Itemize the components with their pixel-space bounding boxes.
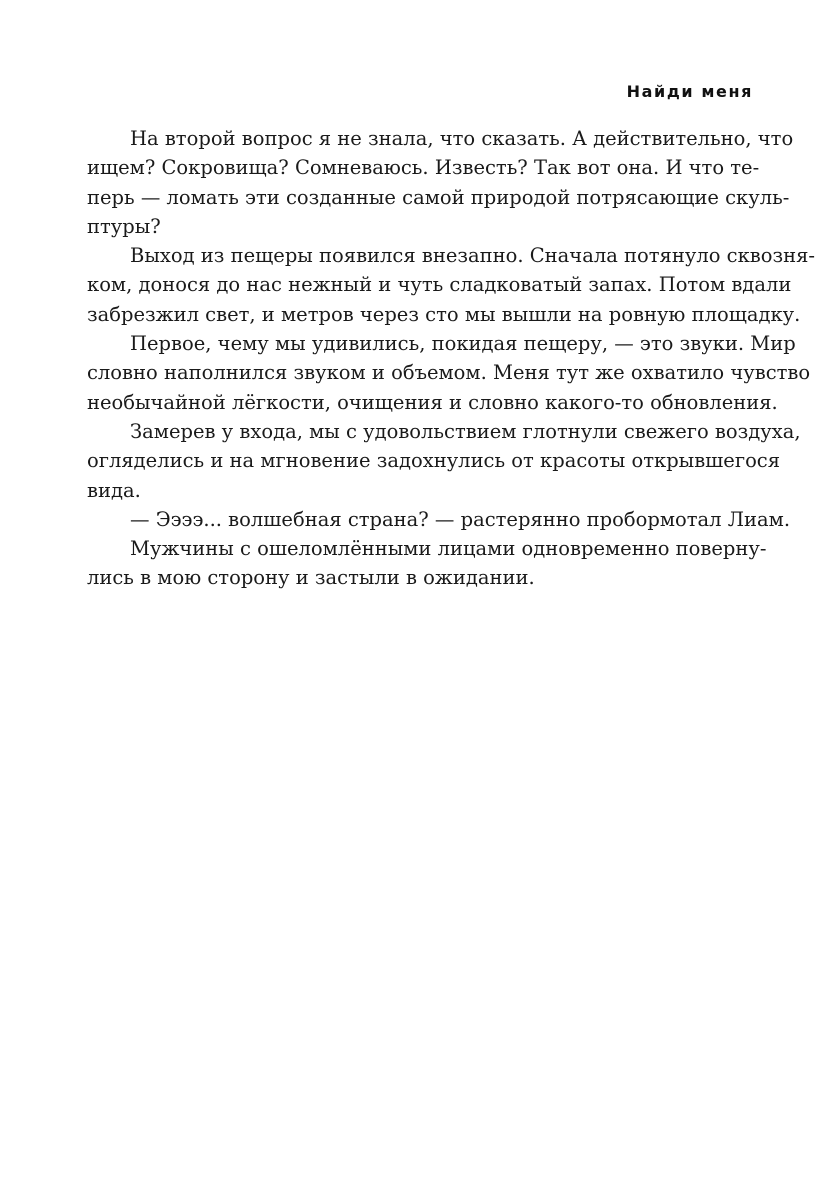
text-line: На второй вопрос я не знала, что сказать. А действительно, что: [130, 127, 794, 150]
text-line: вида.: [87, 478, 141, 502]
text-line: словно наполнился звуком и объемом. Меня тут же охватило чувство: [87, 361, 811, 385]
text-line: забрезжил свет, и метров через сто мы вышли на ровную площадку.: [87, 302, 801, 326]
running-title: Найди меня: [626, 82, 753, 101]
text-line: Мужчины с ошеломлёнными лицами одновременно поверну-: [130, 537, 767, 561]
text-line: Замерев у входа, мы с удовольствием глотнули свежего воздуха,: [130, 419, 801, 443]
text-line: ком, донося до нас нежный и чуть сладковатый запах. Потом вдали: [87, 273, 792, 297]
text-line: ищем? Сокровища? Сомневаюсь. Известь? Так вот она. И что те-: [87, 156, 760, 180]
text-line: птуры?: [87, 214, 161, 238]
text-line: — Ээээ... волшебная страна? — растерянно пробормотал Лиам.: [130, 507, 791, 531]
text-line: огляделись и на мгновение задохнулись от красоты открывшегося: [87, 449, 781, 473]
body-text: [87, 124, 816, 593]
text-line: Первое, чему мы удивились, покидая пещеру, — это звуки. Мир: [130, 332, 796, 356]
text-line: перь — ломать эти созданные самой природой потрясающие скуль-: [87, 185, 790, 209]
text-line: необычайной лёгкости, очищения и словно какого-то обновления.: [87, 390, 778, 414]
text-line: лись в мою сторону и застыли в ожидании.: [87, 566, 535, 590]
text-line: Выход из пещеры появился внезапно. Сначала потянуло сквозня-: [130, 244, 816, 268]
